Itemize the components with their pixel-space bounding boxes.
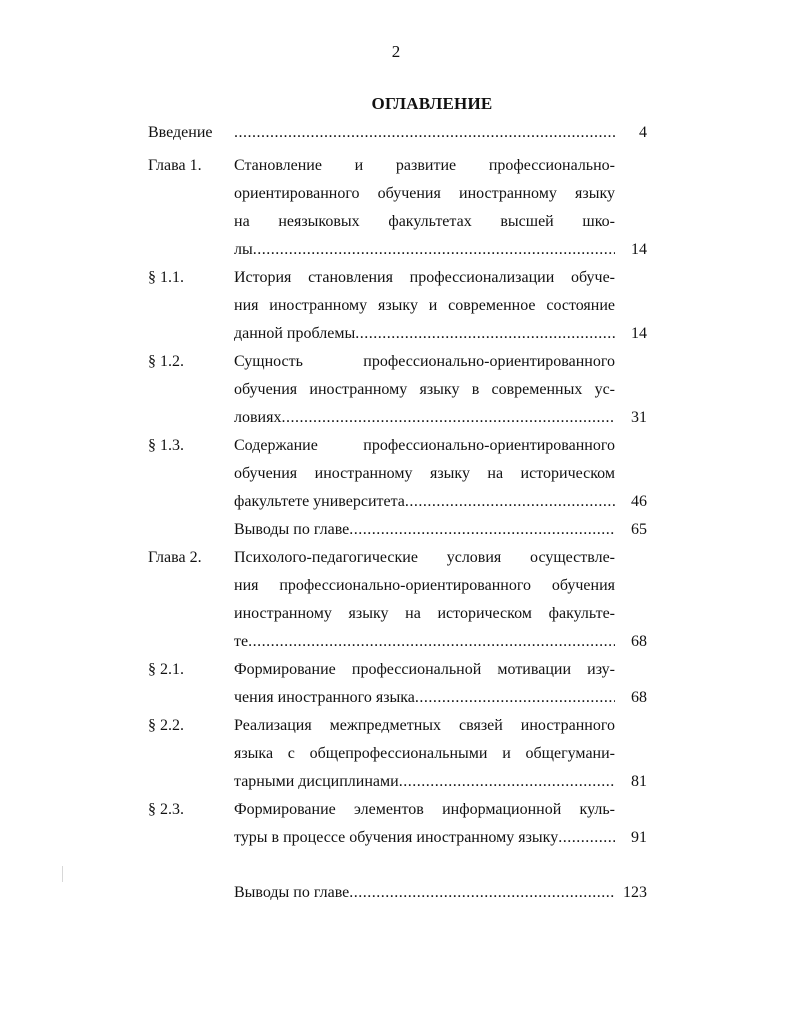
toc-entry-line: те — [234, 633, 249, 650]
toc-entry-line: тарными дисциплинами — [234, 773, 399, 790]
toc-entry-line: Формирование элементов информационной куль- — [234, 801, 615, 818]
toc-entry-label: Введение — [148, 124, 213, 141]
toc-entry-page: 14 — [631, 241, 647, 258]
toc-entry-page: 4 — [639, 124, 647, 141]
toc-entry-label: § 2.2. — [148, 717, 184, 734]
toc-entry-line: обучения иностранному языку на историческом — [234, 465, 615, 482]
toc-entry-page: 81 — [631, 773, 647, 790]
leader-dots — [349, 879, 615, 907]
toc-entry-line: лы — [234, 241, 253, 258]
toc-entry-page: 91 — [631, 829, 647, 846]
toc-entry-label: § 2.3. — [148, 801, 184, 818]
leader-dots — [281, 404, 615, 432]
toc-entry-line: туры в процессе обучения иностранному языку — [234, 829, 559, 846]
toc-entry-page: 31 — [631, 409, 647, 426]
toc-entry-line: ния профессионально-ориентированного обучения — [234, 577, 615, 594]
leader-dots — [355, 320, 615, 348]
toc-entry-line: обучения иностранному языку в современных ус- — [234, 381, 615, 398]
toc-entry-line: языка с общепрофессиональными и общегумани- — [234, 745, 615, 762]
toc-entry-page: 65 — [631, 521, 647, 538]
toc-entry-line: Выводы по главе — [234, 521, 350, 538]
leader-dots — [399, 768, 615, 796]
toc-entry-page: 14 — [631, 325, 647, 342]
toc-entry-line: чения иностранного языка — [234, 689, 415, 706]
toc-entry-label: § 1.2. — [148, 353, 184, 370]
toc-entry-line: История становления профессионализации обуче- — [234, 269, 615, 286]
leader-dots — [248, 628, 615, 656]
toc-entry-page: 46 — [631, 493, 647, 510]
toc-entry-label: § 1.3. — [148, 437, 184, 454]
toc-entry-line: ния иностранному языку и современное состояние — [234, 297, 615, 314]
page-number: 2 — [391, 42, 401, 61]
toc-entry-page: 123 — [623, 884, 647, 901]
toc-entry-line: на неязыковых факультетах высшей шко- — [234, 213, 615, 230]
toc-entry-line: Формирование профессиональной мотивации изу- — [234, 661, 615, 678]
toc-entry-line: иностранному языку на историческом факульте- — [234, 605, 615, 622]
leader-dots — [349, 516, 615, 544]
toc-entry-line: Реализация межпредметных связей иностранного — [234, 717, 615, 734]
toc-entry-line: факультете университета — [234, 493, 405, 510]
toc-entry-page: 68 — [631, 689, 647, 706]
toc-entry-label: Глава 2. — [148, 549, 202, 566]
toc-entry-line: ориентированного обучения иностранному языку — [234, 185, 615, 202]
toc-entry-line: Содержание профессионально-ориентированного — [234, 437, 615, 454]
leader-dots — [405, 488, 615, 516]
toc-entry-line: данной проблемы — [234, 325, 356, 342]
toc-entry-label: § 1.1. — [148, 269, 184, 286]
scan-mark — [62, 866, 63, 882]
toc-entry-line: Выводы по главе — [234, 884, 350, 901]
leader-dots — [415, 684, 615, 712]
toc-entry-line: Психолого-педагогические условия осуществле- — [234, 549, 615, 566]
toc-title: ОГЛАВЛЕНИЕ — [371, 94, 493, 113]
toc-entry-label: § 2.1. — [148, 661, 184, 678]
toc-entry-line: ловиях — [234, 409, 282, 426]
toc-entry-page: 68 — [631, 633, 647, 650]
toc-entry-label: Глава 1. — [148, 157, 202, 174]
leader-dots — [234, 119, 615, 147]
toc-entry-line: Сущность профессионально-ориентированного — [234, 353, 615, 370]
leader-dots — [253, 236, 615, 264]
toc-entry-line: Становление и развитие профессионально- — [234, 157, 615, 174]
